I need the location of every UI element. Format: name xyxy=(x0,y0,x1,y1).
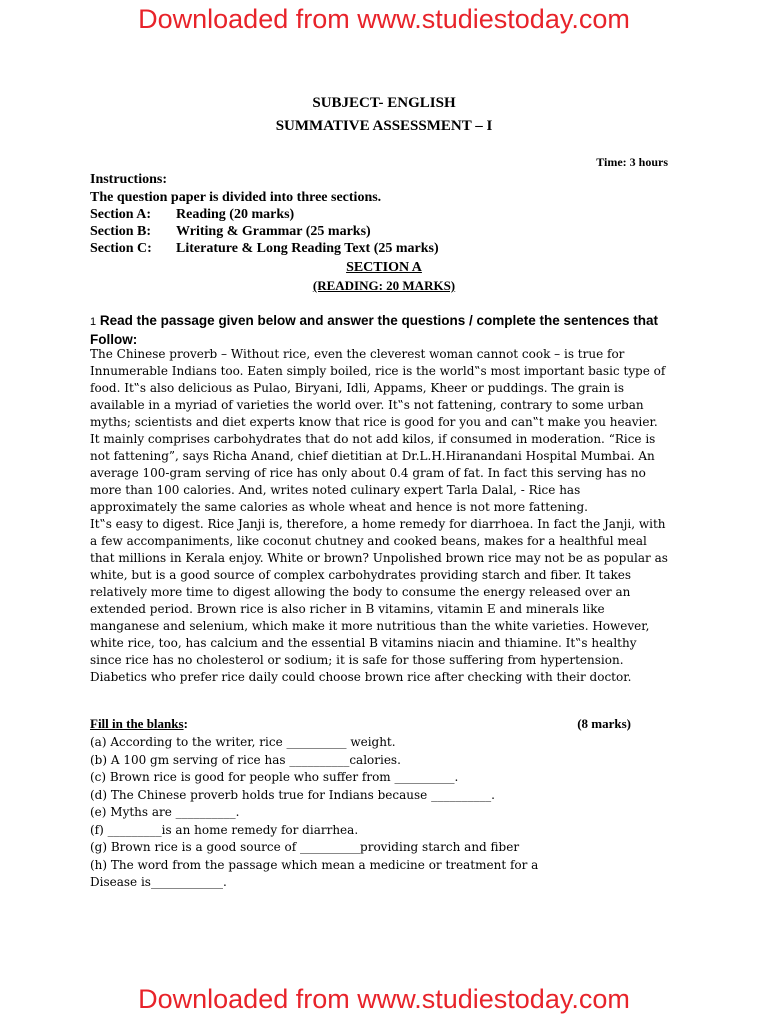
time-allowed: Time: 3 hours xyxy=(596,155,668,169)
list-item: (b) A 100 gm serving of rice has __________calories. xyxy=(90,752,401,767)
section-a-title-text: SECTION A xyxy=(346,260,422,275)
list-item: (d) The Chinese proverb holds true for Indians because __________. xyxy=(90,787,495,802)
instructions-title: Instructions: xyxy=(90,172,168,187)
section-desc: Literature & Long Reading Text (25 marks) xyxy=(176,241,439,256)
section-label: Section B: xyxy=(90,224,152,239)
download-banner-bottom: Downloaded from www.studiestoday.com xyxy=(138,984,630,1014)
list-item: (g) Brown rice is a good source of __________providing starch and fiber xyxy=(90,840,520,854)
list-item: (e) Myths are __________. xyxy=(90,805,240,819)
instructions-intro: The question paper is divided into three sections. xyxy=(90,190,382,205)
list-item: (a) According to the writer, rice __________ weight. xyxy=(90,735,396,749)
section-desc: Reading (20 marks) xyxy=(176,207,295,222)
assessment-heading: SUMMATIVE ASSESSMENT – I xyxy=(275,118,493,134)
fill-blanks-colon: : xyxy=(183,716,188,731)
list-item: (h) The word from the passage which mean a medicine or treatment for a xyxy=(90,857,539,872)
section-a-subtitle-text: (READING: 20 MARKS) xyxy=(312,278,456,293)
question-text: Read the passage given below and answer the questions / complete the sentences that Follow: xyxy=(90,313,659,347)
passage-paragraph-2: It‟s easy to digest. Rice Janji is, therefore, a home remedy for diarrhoea. In fact the Janji, with a few accompaniments, like coconut chutney and cooked beans, makes for a healthful meal that millions in Kerala enjoy. White or brown? Unpolished brown rice may not be as popular as white, but is a good source of complex carbohydrates providing starch and fiber. It takes relatively more time to digest allowing the body to consume the energy released over an extended period. Brown rice is also richer in B vitamins, vitamin E and minerals like manganese and selenium, which make it more nutritious than the white varieties. However, white rice, too, has calcium and the essential B vitamins niacin and thiamine. It‟s healthy since rice has no cholesterol or sodium; it is safe for those suffering from hypertension. Diabetics who prefer rice daily could choose brown rice after checking with their doctor. xyxy=(90,517,668,684)
list-item: (f) _________is an home remedy for diarrhea. xyxy=(90,822,359,837)
list-item: (c) Brown rice is good for people who suffer from __________. xyxy=(90,770,459,784)
question-number: 1 xyxy=(90,316,97,328)
fill-blanks-heading xyxy=(90,716,188,732)
list-item: Disease is____________. xyxy=(90,875,227,889)
section-a-title xyxy=(0,260,768,276)
fill-blanks-title: Fill in the blanks xyxy=(90,716,184,731)
question-1 xyxy=(90,312,690,348)
passage-paragraph-1: The Chinese proverb – Without rice, even the cleverest woman cannot cook – is true for Innumerable Indians too. Eaten simply boiled, rice is the world‟s most important basic type of food. It‟s also delicious as Pulao, Biryani, Idli, Appams, Kheer or puddings. The grain is available in a myriad of varieties the world over. It‟s not fattening, contrary to some urban myths; scientists and diet experts know that rice is good for you and can‟t make you heavier. It mainly comprises carbohydrates that do not add kilos, if consumed in moderation. “Rice is not fattening”, says Richa Anand, chief dietitian at Dr.L.H.Hiranandani Hospital Mumbai. An average 100-gram serving of rice has only about 0.4 gram of fat. In fact this serving has no more than 100 calories. And, writes noted culinary expert Tarla Dalal, - Rice has approximately the same calories as whole wheat and hence is not more fattening. xyxy=(90,347,666,514)
fill-blanks-marks: (8 marks) xyxy=(577,716,631,731)
section-row-b xyxy=(90,224,371,240)
section-label: Section C: xyxy=(90,241,152,256)
reading-passage xyxy=(90,346,670,686)
section-a-subtitle xyxy=(0,278,768,294)
section-desc: Writing & Grammar (25 marks) xyxy=(176,224,371,239)
section-row-a xyxy=(90,207,294,223)
download-banner-top: Downloaded from www.studiestoday.com xyxy=(138,4,630,34)
section-row-c xyxy=(90,241,439,257)
section-label: Section A: xyxy=(90,207,152,222)
fill-blanks-list xyxy=(90,734,650,892)
subject-heading: SUBJECT- ENGLISH xyxy=(312,95,456,111)
